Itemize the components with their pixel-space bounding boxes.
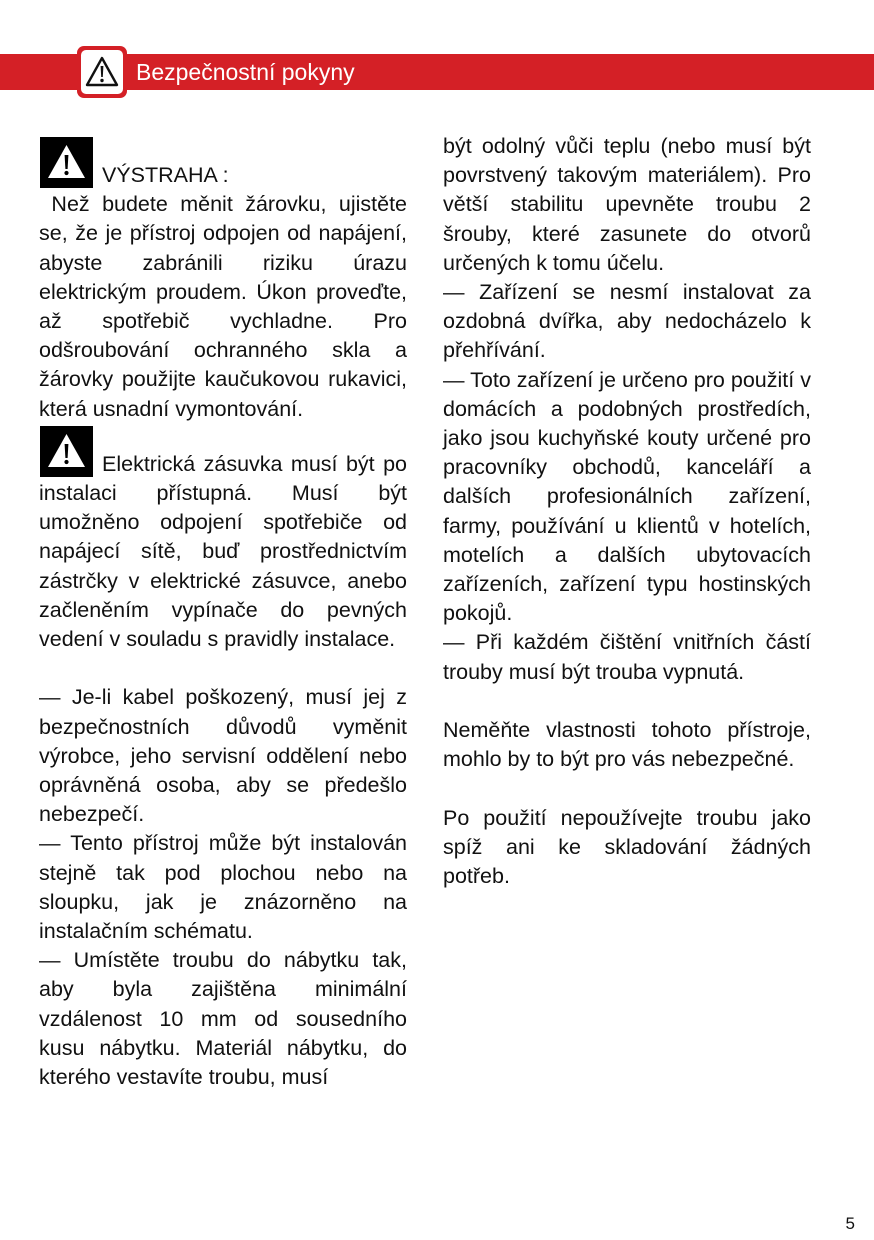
continuation-text: být odolný vůči teplu (nebo musí být povrstvený takovým materiálem). Pro větší stabilitu upevněte troubu 2 šrouby, které zasunete do otvorů určených k tomu účelu. (443, 134, 811, 275)
cleaning-text: — Při každém čištění vnitřních částí trouby musí být trouba vypnutá. (443, 630, 811, 684)
left-column (39, 132, 413, 1092)
placement-text: — Umístěte troubu do nábytku tak, aby byla zajištěna minimální vzdálenost 10 mm od sousedního kusu nábytku. Materiál nábytku, do kterého vestavíte troubu, musí (39, 948, 407, 1090)
cable-text: — Je-li kabel poškozený, musí jej z bezpečnostních důvodů vyměnit výrobce, jeho servisní oddělení nebo oprávněná osoba, aby se předešlo nebezpečí. (39, 685, 407, 827)
warning-block (39, 132, 413, 424)
install-text: — Tento přístroj může být instalován stejně tak pod plochou nebo na sloupku, jak je znázorněno na instalačním schématu. (39, 831, 407, 944)
page-number: 5 (845, 1214, 855, 1233)
section-title: Bezpečnostní pokyny (136, 59, 355, 85)
warning-icon-box (40, 137, 93, 188)
socket-warning-icon-box (40, 426, 93, 477)
modify-text: Neměňte vlastnosti tohoto přístroje, mohlo by to být pro vás nebezpečné. (443, 718, 811, 772)
warning-icon (42, 428, 91, 475)
usage-text: — Toto zařízení je určeno pro použití v domácích a podobných prostředích, jako jsou kuchyňské kouty určené pro pracovníky obchodů, kanceláří a dalších profesionálních zařízení, farmy, používání u klientů v hotelích, motelích a dalších ubytovacích zařízeních, zařízení typu hostinských pokojů. (443, 367, 811, 626)
warning-label: VÝSTRAHA : (102, 163, 229, 187)
socket-warning-block (39, 424, 407, 654)
right-column (443, 132, 811, 891)
header-icon-background (81, 50, 123, 94)
header-icon-frame (77, 46, 127, 98)
door-text: — Zařízení se nesmí instalovat za ozdobná dvířka, aby nedocházelo k přehřívání. (443, 280, 811, 363)
warning-icon (42, 139, 91, 186)
warning-triangle-icon (85, 55, 119, 89)
socket-text: Elektrická zásuvka musí být po instalaci přístupná. Musí být umožněno odpojení spotřebiče od napájecí sítě, buď prostřednictvím zástrčky v elektrické zásuvce, anebo začleněním vypínače do pevných vedení v souladu s pravidly instalace. (39, 451, 407, 652)
storage-text: Po použití nepoužívejte troubu jako spíž ani ke skladování žádných potřeb. (443, 805, 811, 889)
warning-text: Než budete měnit žárovku, ujistěte se, že je přístroj odpojen od napájení, abyste zabránili riziku úrazu elektrickým proudem. Úkon proveďte, až spotřebič vychladne. Pro odšroubování ochranného skla a žárovky použijte kaučukovou rukavici, která usnadní vymontování. (39, 192, 413, 421)
header-bar (0, 54, 874, 90)
